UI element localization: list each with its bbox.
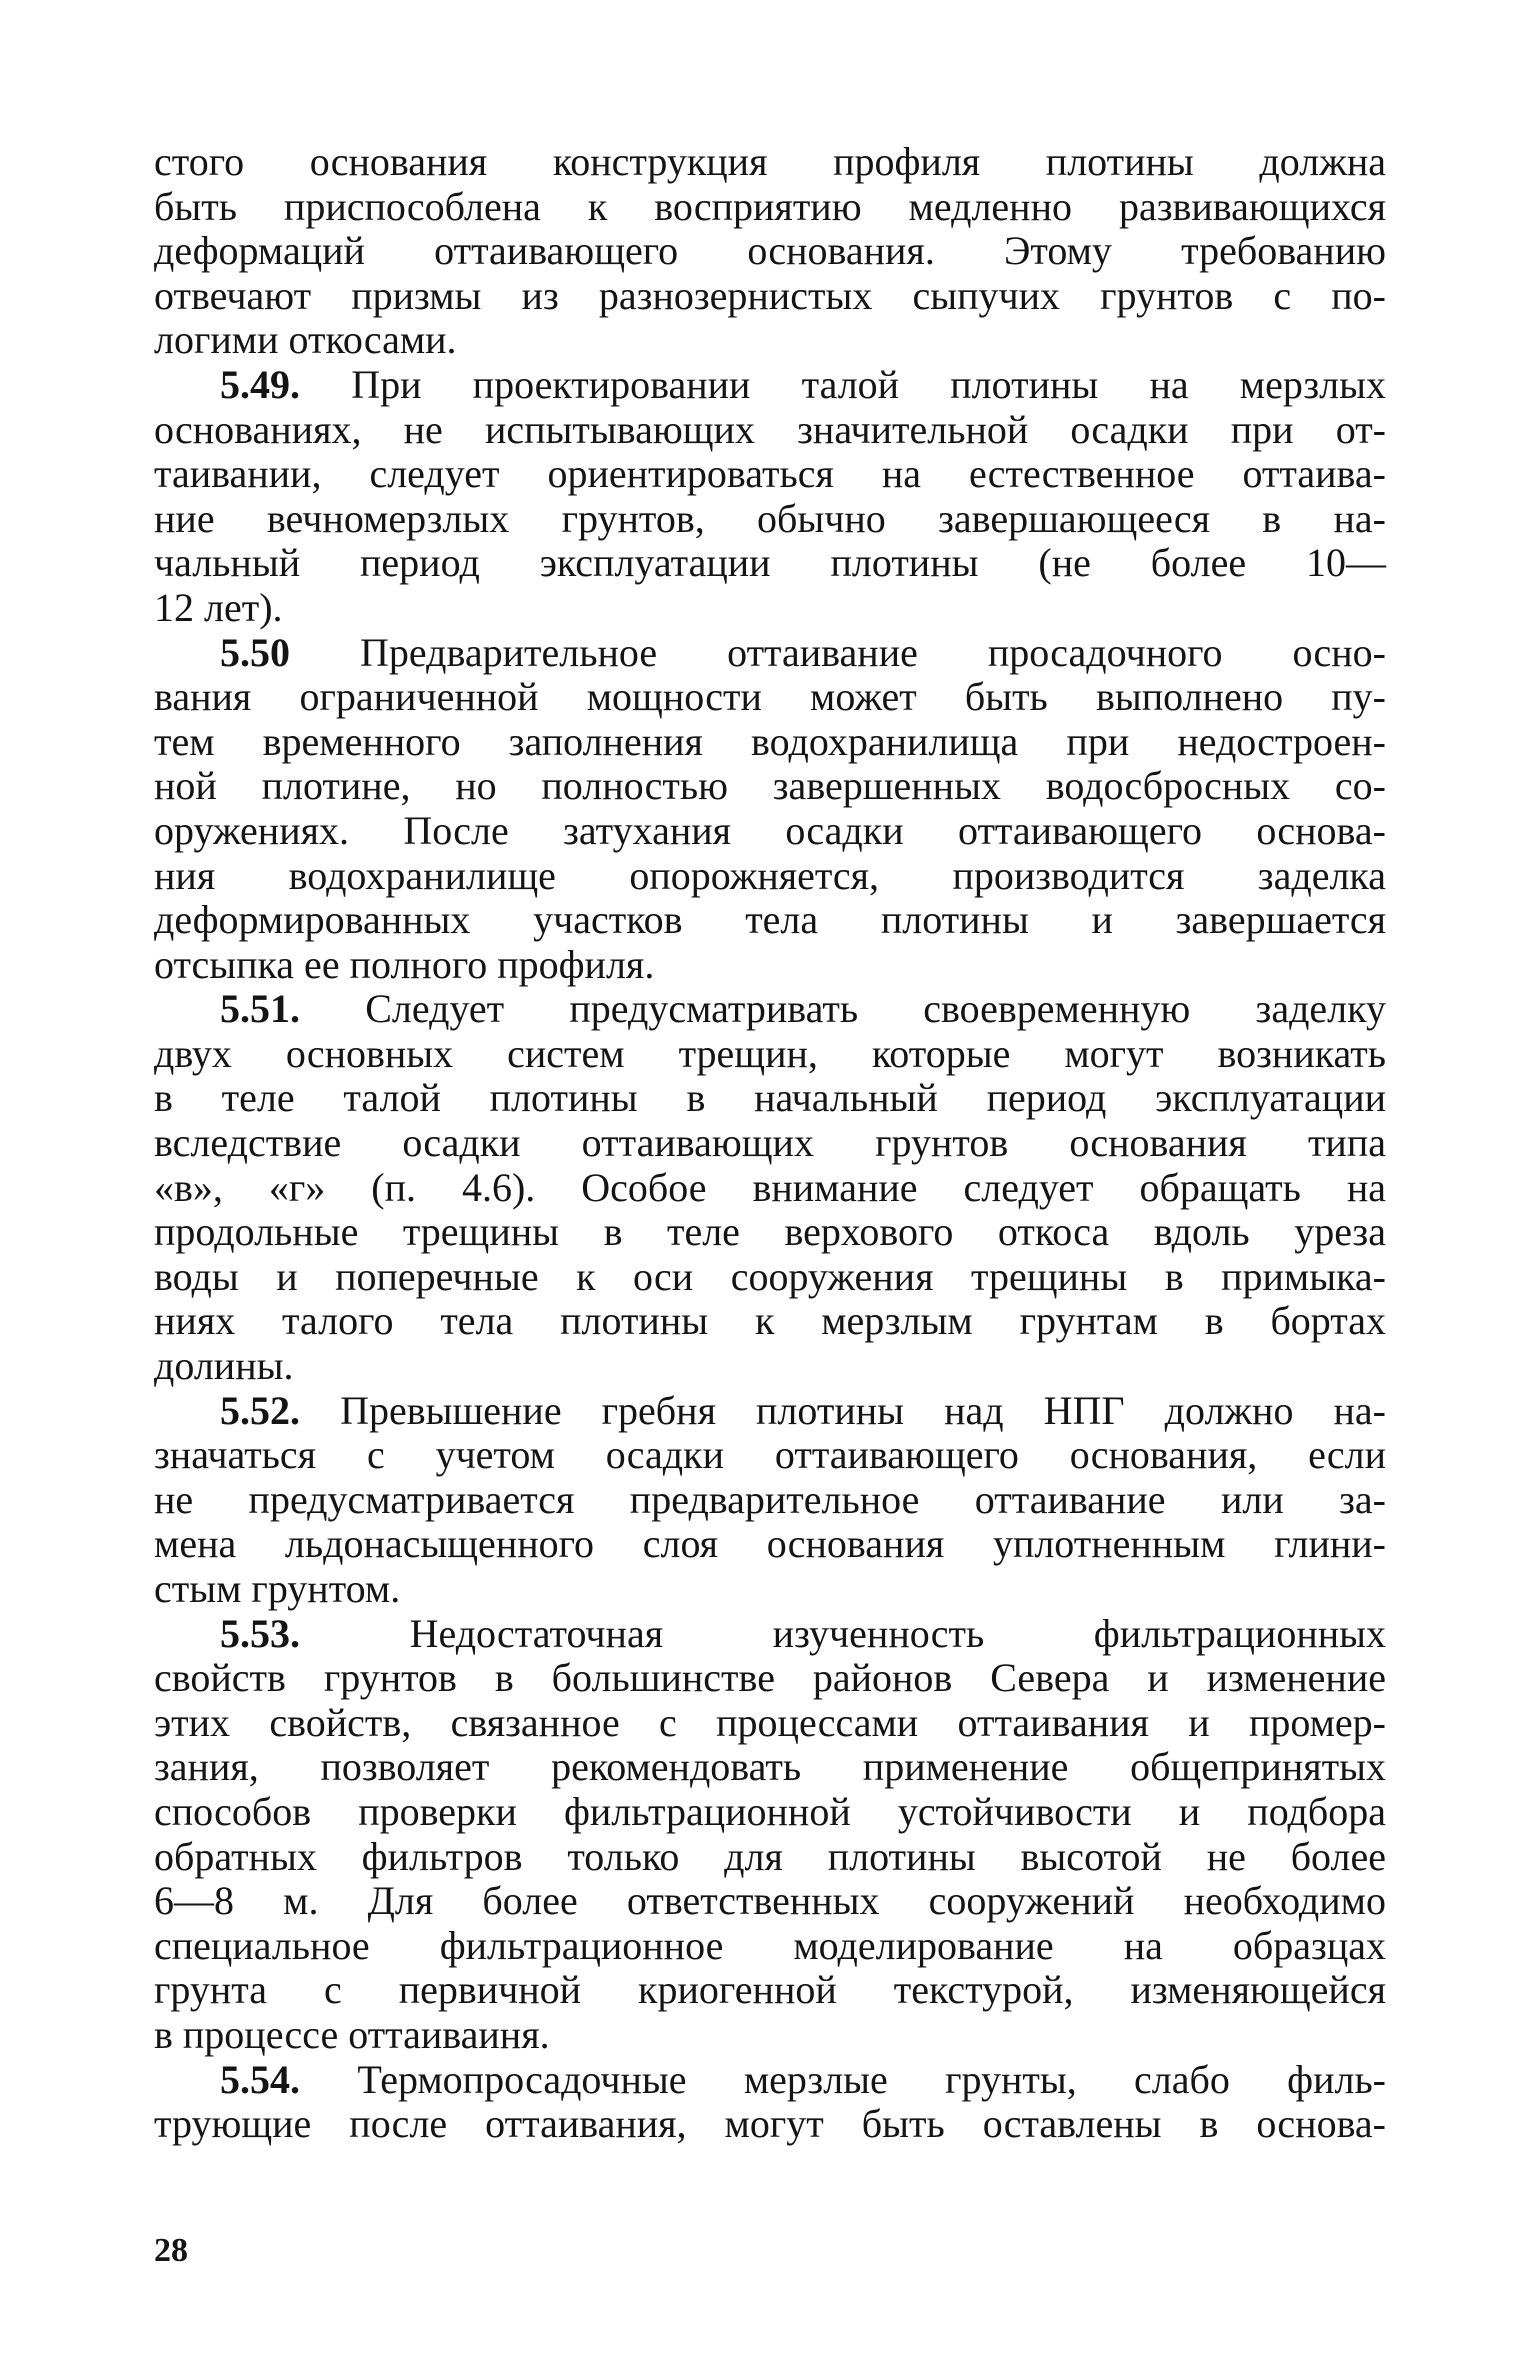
text-line: этих свойств, связанное с процессами оттаивания и промер- [154,1699,1386,1745]
paragraph-number: 5.52. [220,1387,300,1433]
paragraph-5-51 [154,987,1386,1388]
text-line: 5.51. Следует предусматривать своевременную заделку [220,986,1386,1032]
text-line: 5.50 Предварительное оттаивание просадочного осно- [220,629,1386,675]
paragraph-5-50 [154,631,1386,988]
text-line: 12 лет). [154,584,283,630]
text-line: таивании, следует ориентироваться на естественное оттаива- [154,451,1386,497]
text-line: зания, позволяет рекомендовать применение общепринятых [154,1744,1386,1790]
text-line: основаниях, не испытывающих значительной осадки при от- [154,406,1386,452]
text-line: тем временного заполнения водохранилища при недостроен- [154,718,1386,764]
text-line: вследствие осадки оттаивающих грунтов основания типа [154,1120,1386,1166]
text-line: 5.49. При проектировании талой плотины на мерзлых [220,361,1386,407]
text-line: 5.54. Термопросадочные мерзлые грунты, слабо филь- [220,2056,1387,2102]
text-line: долины. [154,1343,294,1389]
text-line: значаться с учетом осадки оттаивающего основания, если [154,1432,1386,1478]
text-line: двух основных систем трещин, которые могут возникать [154,1030,1386,1076]
paragraph-5-53 [154,1612,1386,2058]
text-line: воды и поперечные к оси сооружения трещины в примыка- [154,1253,1386,1299]
text-line: ния водохранилище опорожняется, производится заделка [154,852,1386,898]
text-line: не предусматривается предварительное оттаивание или за- [154,1476,1386,1522]
text-line: оружениях. После затухания осадки оттаивающего основа- [154,807,1386,853]
text-line: обратных фильтров только для плотины высотой не более [154,1833,1386,1879]
paragraph-number: 5.51. [220,986,300,1032]
text-line: 6—8 м. Для более ответственных сооружений необходимо [154,1878,1386,1924]
text-line: 5.53. Недостаточная изученность фильтрационных [220,1610,1387,1656]
text-line: деформированных участков тела плотины и завершается [154,897,1386,943]
text-line: в процессе оттаиваиня. [154,2011,550,2057]
text-line: в теле талой плотины в начальный период эксплуатации [154,1075,1386,1121]
text-line: чальный период эксплуатации плотины (не более 10— [154,540,1386,586]
text-line: быть приспособлена к восприятию медленно развивающихся [154,183,1386,229]
paragraph-continuation [154,140,1386,363]
text-line: вания ограниченной мощности может быть выполнено пу- [154,674,1386,720]
paragraph-number: 5.53. [220,1610,300,1656]
text-line: отсыпка ее полного профиля. [154,941,655,987]
page-number: 28 [154,2232,188,2269]
paragraph-number: 5.49. [220,361,300,407]
text-line: стого основания конструкция профиля плотины должна [154,139,1386,184]
text-line: ниях талого тела плотины к мерзлым грунтам в бортах [154,1298,1386,1344]
text-line: специальное фильтрационное моделирование на образцах [154,1922,1386,1968]
text-line: «в», «г» (п. 4.6). Особое внимание следует обращать на [154,1164,1386,1210]
page-body [154,140,1386,2147]
text-line: деформаций оттаивающего основания. Этому требованию [154,228,1386,274]
paragraph-5-54 [154,2058,1386,2147]
text-line: трующие после оттаивания, могут быть оставлены в основа- [154,2101,1386,2147]
text-line: ной плотине, но полностью завершенных водосбросных со- [154,763,1386,809]
paragraph-number: 5.54. [220,2056,300,2102]
text-line: ние вечномерзлых грунтов, обычно завершающееся в на- [154,495,1386,541]
text-line: логими откосами. [154,317,457,363]
text-line: грунта с первичной криогенной текстурой, изменяющейся [154,1967,1386,2013]
paragraph-number: 5.50 [220,629,290,675]
text-line: отвечают призмы из разнозернистых сыпучих грунтов с по- [154,272,1386,318]
paragraph-5-49 [154,363,1386,631]
text-line: свойств грунтов в большинстве районов Севера и изменение [154,1655,1386,1701]
text-line: способов проверки фильтрационной устойчивости и подбора [154,1788,1386,1834]
text-line: мена льдонасыщенного слоя основания уплотненным глини- [154,1521,1386,1567]
text-line: стым грунтом. [154,1566,401,1611]
text-line: продольные трещины в теле верхового откоса вдоль уреза [154,1209,1386,1255]
text-line: 5.52. Превышение гребня плотины над НПГ должно на- [220,1387,1386,1433]
paragraph-5-52 [154,1389,1386,1612]
